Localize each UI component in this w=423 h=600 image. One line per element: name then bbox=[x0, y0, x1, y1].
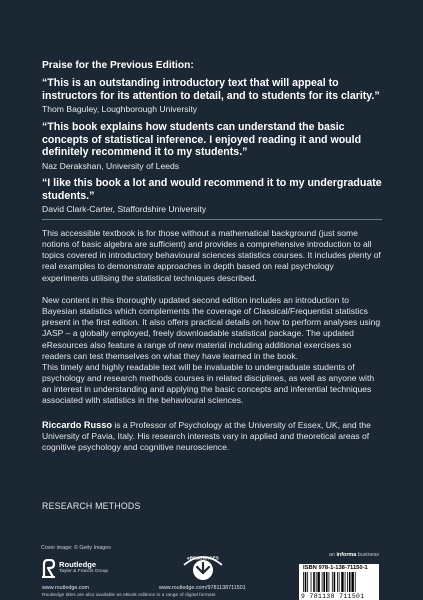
barcode-bar bbox=[337, 572, 338, 592]
barcode-bar bbox=[341, 572, 343, 592]
quote-text: “This book explains how students can understand the basic concepts of statistical inference. I enjoyed reading it and would definitely recommend it to my students.” bbox=[42, 121, 362, 159]
barcode-bar bbox=[332, 572, 333, 592]
description-paragraph-3: This timely and highly readable text will be invaluable to undergraduate students of psychology and research methods courses in related disciplines, as well as anyone with an interest in understanding and applying the basic concepts and inferential techniques associated with statistics in the behavioural sciences. bbox=[42, 362, 375, 406]
barcode-bar bbox=[316, 572, 317, 592]
author-bio-text: is a Professor of Psychology at the University of Essex, UK, and the University of Pavia, Italy. His research interests vary in applied and theoretical areas of cognitive psychology and cognitive neuroscience. bbox=[42, 420, 371, 453]
praise-quote-1 bbox=[42, 77, 392, 115]
barcode-bar bbox=[313, 572, 315, 592]
barcode-bar bbox=[347, 572, 348, 592]
isbn-barcode bbox=[299, 564, 379, 600]
publisher-group: Taylor & Francis Group bbox=[59, 569, 109, 574]
description-paragraph-1: This accessible textbook is for those without a mathematical background (just some notions of basic algebra are sufficient) and provides a comprehensive introduction to all topics covered in introductory behavioural sciences statistics courses. It includes plenty of real examples to demonstrate approaches in depth based on real psychology experiments utilising the statistical techniques described. bbox=[42, 228, 381, 283]
praise-quote-3 bbox=[42, 177, 392, 215]
praise-heading: Praise for the Previous Edition: bbox=[42, 60, 194, 71]
barcode-bar bbox=[329, 572, 330, 592]
barcode-icon bbox=[302, 572, 376, 592]
barcode-bar bbox=[305, 572, 307, 592]
eresources-icon bbox=[178, 551, 228, 583]
barcode-bar bbox=[355, 572, 356, 592]
barcode-digits: 9 781138 711501 bbox=[301, 593, 365, 600]
barcode-bar bbox=[323, 572, 325, 592]
routledge-logo-icon bbox=[41, 559, 56, 579]
praise-quote-2 bbox=[42, 121, 392, 172]
routledge-logo bbox=[41, 559, 111, 584]
description-paragraph-2: New content in this thoroughly updated second edition includes an introduction to Bayesian statistics which complements the coverage of Classical/Frequentist statistics present in the first edition. It also offers practical details on how to perform analyses using JASP – a globally employed, freely downloadable statistical package. The updated eResources also feature a range of new material including additional exercises so readers can test themselves on what they have learned in the book. bbox=[42, 295, 381, 361]
barcode-bar bbox=[334, 572, 336, 592]
quote-attribution: David Clark-Carter, Staffordshire University bbox=[42, 204, 207, 215]
eresources-label: eRESOURCES bbox=[187, 555, 219, 561]
barcode-bar bbox=[311, 572, 312, 592]
barcode-bar bbox=[339, 572, 340, 592]
barcode-bar bbox=[307, 572, 308, 592]
barcode-bar bbox=[322, 572, 323, 592]
quote-text: “This is an outstanding introductory text that will appeal to instructors for its attention to detail, and to students for its clarity.” bbox=[42, 77, 380, 102]
author-bio bbox=[42, 420, 382, 453]
author-name: Riccardo Russo bbox=[42, 420, 112, 430]
barcode-bar bbox=[351, 572, 353, 592]
cover-credit: Cover image: © Getty Images bbox=[41, 545, 111, 551]
barcode-bar bbox=[345, 572, 346, 592]
quote-attribution: Naz Derakshan, University of Leeds bbox=[42, 160, 180, 171]
publisher-url: www.routledge.com bbox=[42, 585, 90, 591]
quote-text: “I like this book a lot and would recommend it to my undergraduate students.” bbox=[42, 177, 382, 202]
publisher-name: Routledge bbox=[59, 560, 97, 569]
barcode-bar bbox=[303, 572, 304, 592]
subject-category: RESEARCH METHODS bbox=[42, 501, 141, 511]
ebook-note: Routledge titles are also available as eBook editions in a range of digital formats bbox=[42, 593, 216, 598]
section-divider bbox=[42, 219, 382, 220]
barcode-bar bbox=[317, 572, 319, 592]
barcode-bar bbox=[349, 572, 351, 592]
informa-brand: informa bbox=[336, 552, 357, 558]
barcode-bar bbox=[326, 572, 328, 592]
informa-business-tag: an informa business bbox=[328, 552, 379, 558]
isbn-number: ISBN 978-1-138-71150-1 bbox=[303, 565, 368, 571]
eresources-url: www.routledge.com/9781138711501 bbox=[159, 585, 246, 591]
quote-attribution: Thom Baguley, Loughborough University bbox=[42, 104, 198, 115]
